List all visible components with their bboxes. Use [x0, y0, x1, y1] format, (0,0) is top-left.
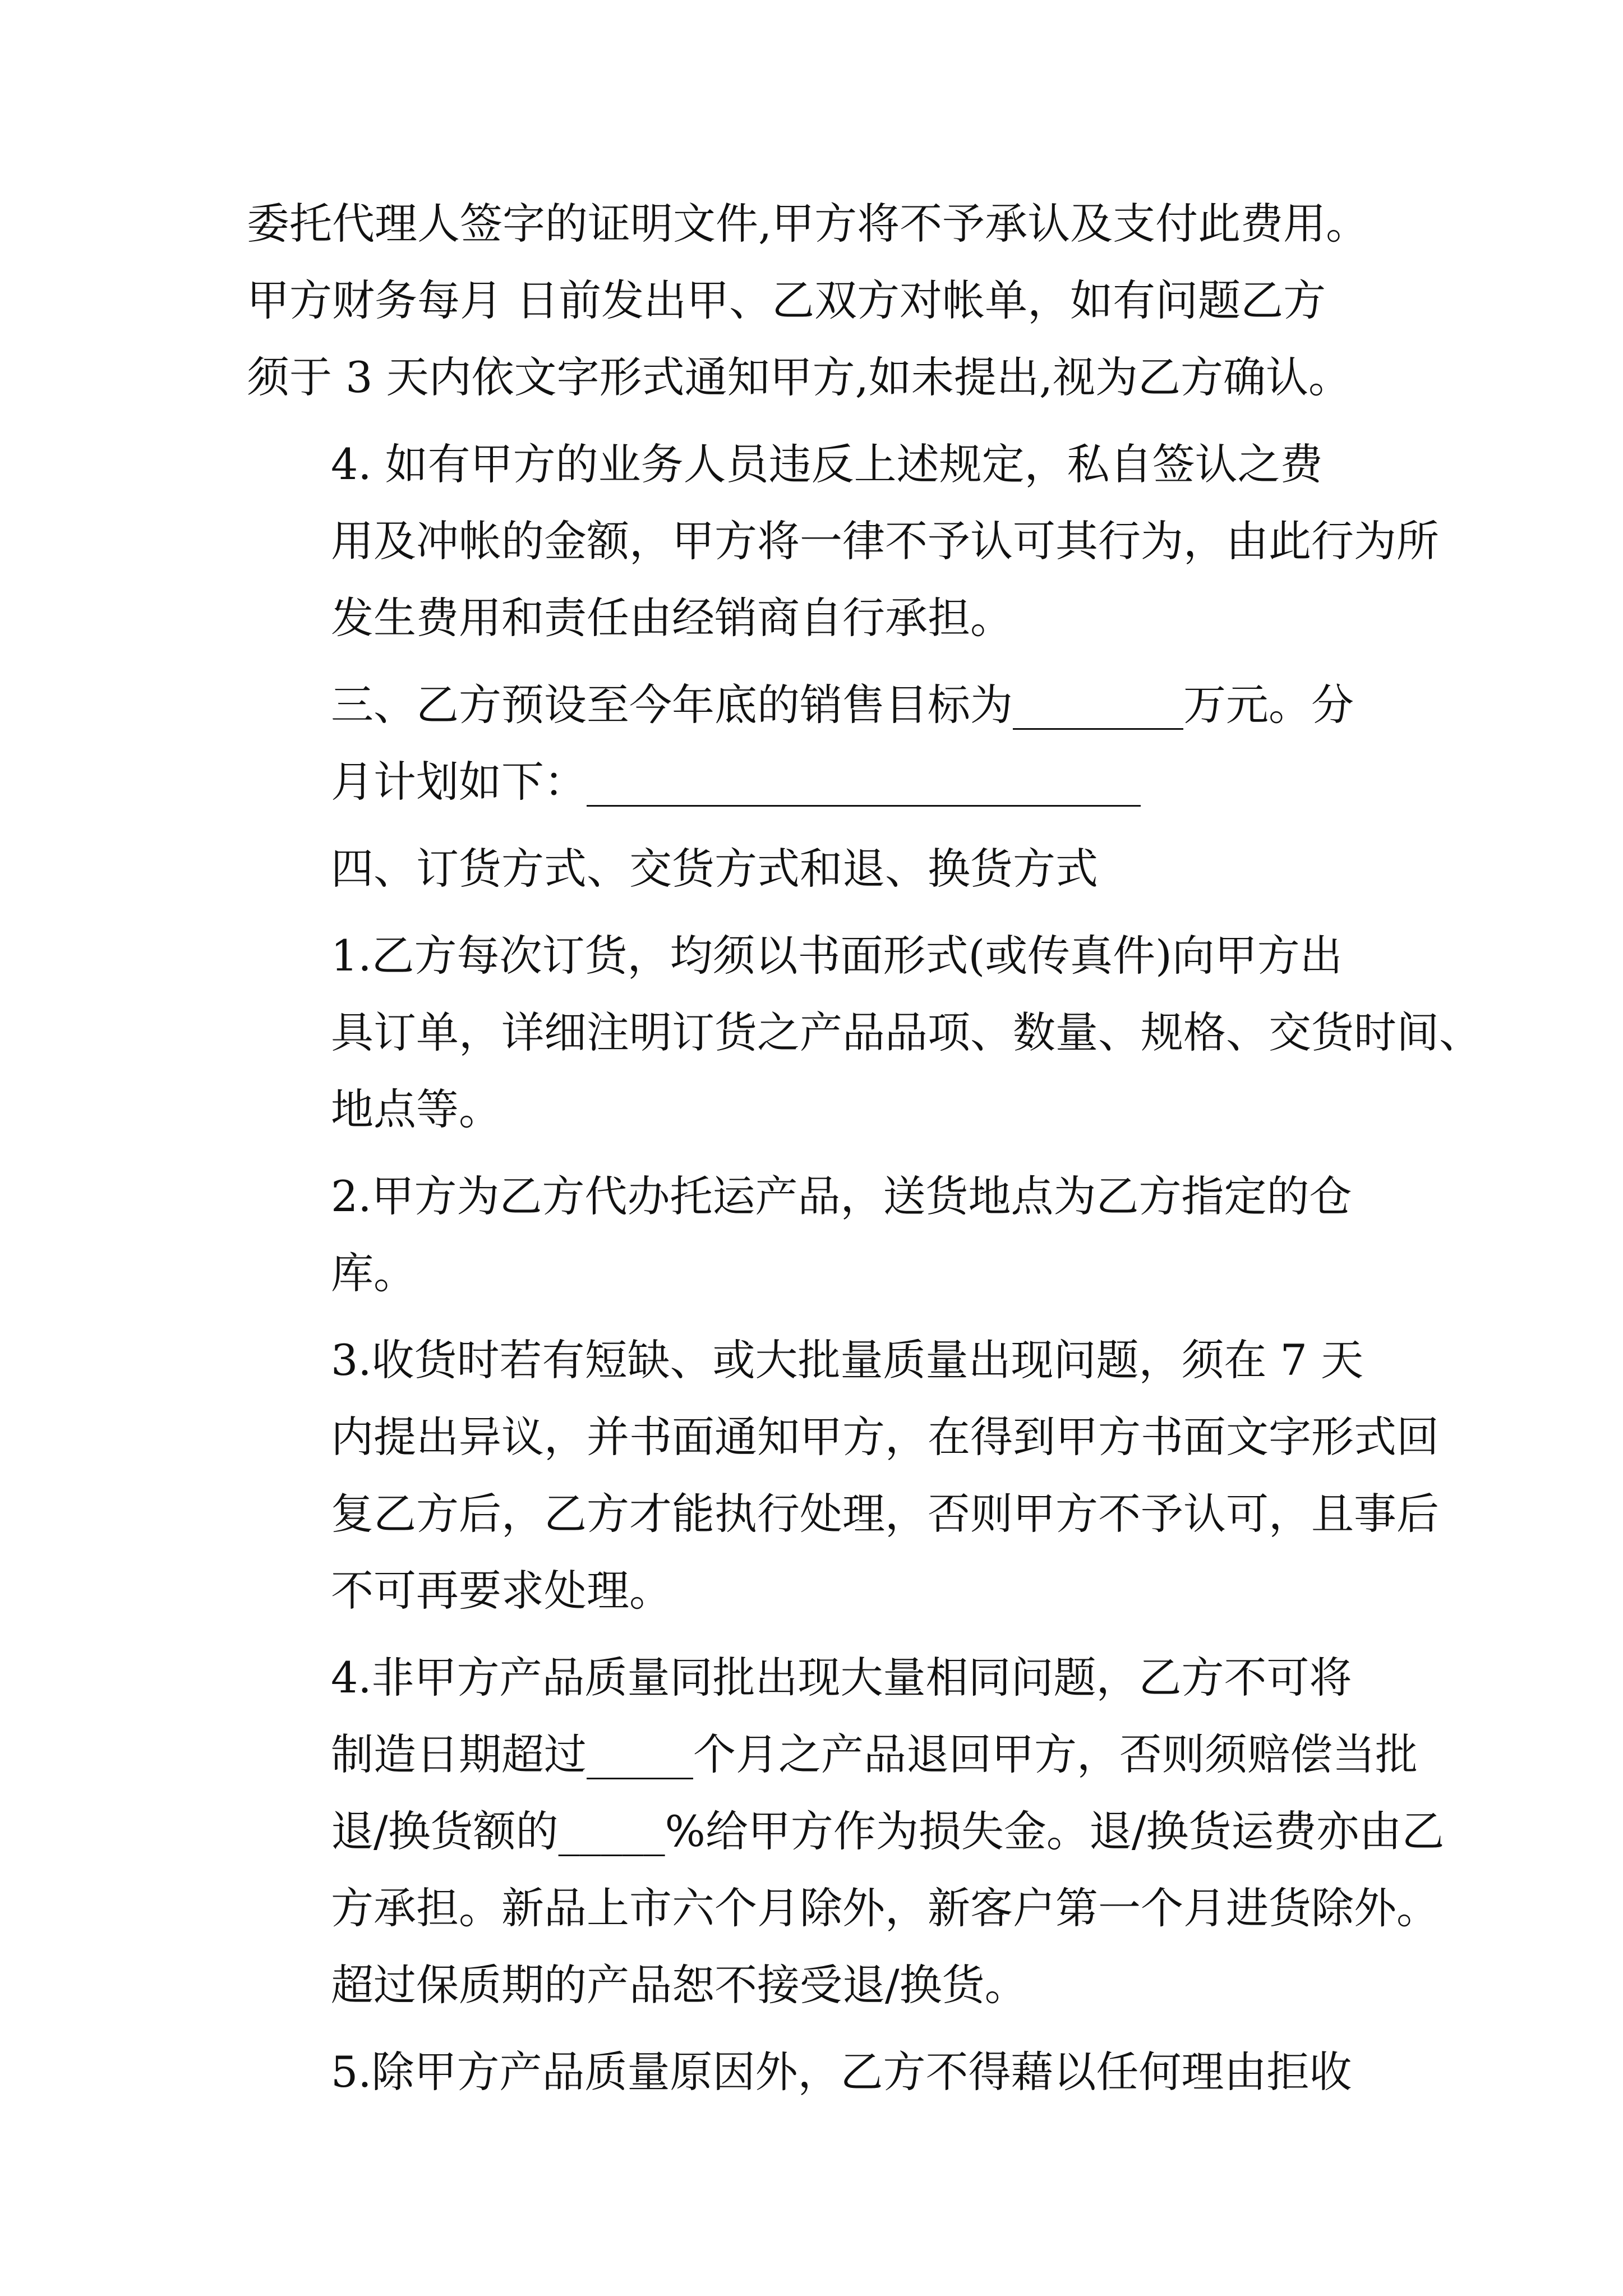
text-line: 具订单，详细注明订货之产品品项、数量、规格、交货时间、 [331, 1007, 1482, 1057]
paragraph-3-sales-target [247, 666, 1436, 820]
paragraph-order-item-5 [247, 2033, 1436, 2110]
text-line: 方承担。新品上市六个月除外，新客户第一个月进货除外。 [331, 1883, 1439, 1933]
paragraph-1 [247, 185, 1436, 416]
paragraph-order-item-3 [247, 1322, 1439, 1629]
section-heading-ordering [247, 830, 1436, 907]
text-line: 用及冲帐的金额，甲方将一律不予认可其行为，由此行为所 [331, 516, 1439, 566]
text-line: 月计划如下：__________________________ [331, 757, 1141, 807]
text-line: 4.非甲方产品质量同批出现大量相同问题，乙方不可将 [331, 1653, 1352, 1703]
text-line: 4. 如有甲方的业务人员违反上述规定，私自签认之费 [331, 439, 1323, 489]
paragraph-2 [247, 426, 1439, 656]
text-line: 库。 [331, 1248, 416, 1298]
paragraph-order-item-4 [247, 1639, 1445, 2023]
text-line: 须于 3 天内依文字形式通知甲方,如未提出,视为乙方确认。 [247, 352, 1351, 402]
paragraph-order-item-2 [247, 1158, 1436, 1312]
text-line: 2.甲方为乙方代办托运产品，送货地点为乙方指定的仓 [331, 1171, 1352, 1221]
text-line: 甲方财务每月 日前发出甲、乙双方对帐单，如有问题乙方 [247, 275, 1326, 325]
text-line: 四、订货方式、交货方式和退、换货方式 [331, 844, 1098, 894]
text-line: 超过保质期的产品恕不接受退/换货。 [331, 1960, 1027, 2010]
text-line: 不可再要求处理。 [331, 1566, 672, 1616]
text-line: 内提出异议，并书面通知甲方，在得到甲方书面文字形式回 [331, 1412, 1439, 1462]
text-line: 制造日期超过_____个月之产品退回甲方，否则须赔偿当批 [331, 1729, 1418, 1779]
text-line: 复乙方后，乙方才能执行处理，否则甲方不予认可，且事后 [331, 1489, 1439, 1539]
document-page [247, 185, 1482, 2120]
text-line: 地点等。 [331, 1084, 501, 1134]
paragraph-order-item-1 [247, 917, 1482, 1148]
text-line: 发生费用和责任由经销商自行承担。 [331, 593, 1013, 643]
text-line: 三、乙方预设至今年底的销售目标为________万元。分 [331, 680, 1354, 730]
text-line: 3.收货时若有短缺、或大批量质量出现问题，须在 7 天 [331, 1335, 1364, 1385]
text-line: 退/换货额的_____%给甲方作为损失金。退/换货运费亦由乙 [331, 1806, 1445, 1856]
text-line: 1.乙方每次订货，均须以书面形式(或传真件)向甲方出 [331, 931, 1343, 981]
text-line: 委托代理人签字的证明文件,甲方将不予承认及支付此费用。 [247, 199, 1369, 249]
text-line: 5.除甲方产品质量原因外，乙方不得藉以任何理由拒收 [331, 2047, 1352, 2097]
